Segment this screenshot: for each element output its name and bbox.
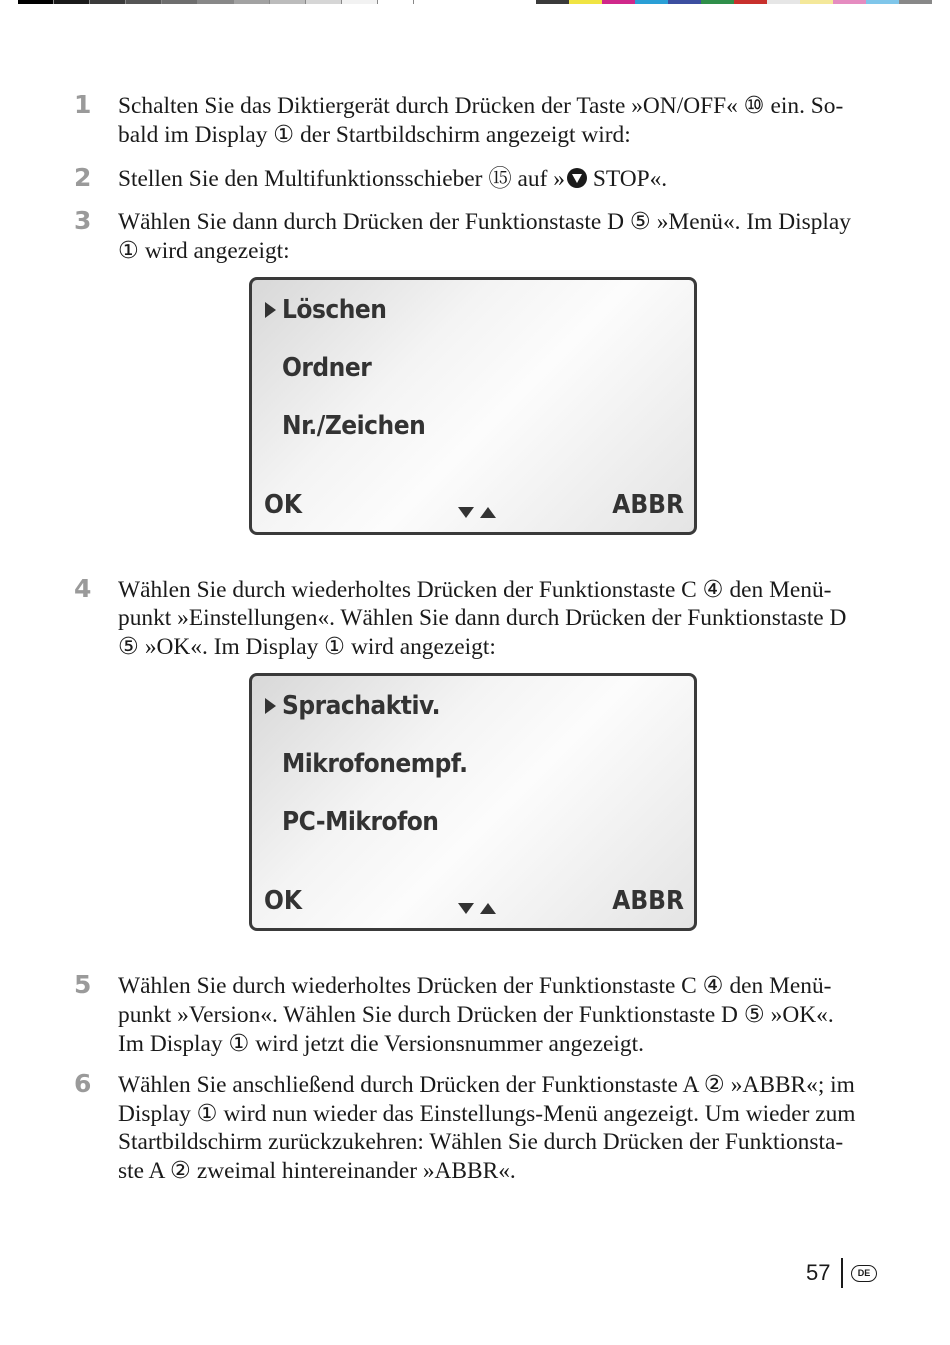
registration-swatch (569, 0, 602, 4)
text-run: Im Display (118, 1031, 229, 1057)
arrow-up-icon (480, 903, 496, 914)
menu-item: Sprachaktiv. (282, 691, 440, 721)
text-line (118, 207, 880, 236)
registration-swatch (54, 0, 90, 4)
text-run: zweimal hintereinander »ABBR«. (190, 1158, 516, 1184)
text-line (118, 1099, 880, 1128)
text-run: Wählen Sie anschließend durch Drücken der Funktionstaste A (118, 1072, 704, 1098)
text-run: wird angezeigt: (138, 238, 290, 264)
reference-number-badge: ① (273, 120, 295, 148)
nav-arrows (458, 506, 498, 518)
registration-swatch (668, 0, 701, 4)
selection-arrow-icon (265, 302, 276, 318)
text-line (118, 575, 880, 604)
display-screen-settings (249, 673, 697, 931)
stop-icon (567, 168, 587, 188)
text-run: »OK«. (764, 1002, 834, 1028)
registration-swatch (701, 0, 734, 4)
text-run: »Menü«. Im Display (650, 209, 851, 235)
footer-divider (841, 1258, 843, 1288)
step-number: 2 (74, 163, 92, 192)
reference-number-badge: ② (703, 1070, 725, 1098)
reference-number-badge: ⑮ (488, 164, 512, 192)
text-line (118, 971, 880, 1000)
registration-swatch (162, 0, 198, 4)
text-line (118, 91, 880, 120)
registration-swatch (198, 0, 234, 4)
reference-number-badge: ④ (702, 575, 724, 603)
text-line (118, 1156, 880, 1185)
registration-swatch (899, 0, 932, 4)
step-text (118, 971, 880, 1058)
text-run: Wählen Sie durch wiederholtes Drücken der Funktionstaste C (118, 577, 703, 603)
step-text (118, 575, 880, 661)
text-run: der Startbildschirm angezeigt wird: (294, 122, 631, 148)
registration-swatch (635, 0, 668, 4)
registration-swatch (90, 0, 126, 4)
text-run: »ABBR«; im (724, 1072, 855, 1098)
menu-item: Mikrofonempf. (282, 749, 468, 779)
display-screen-menu (249, 277, 697, 535)
text-run: wird nun wieder das Einstellungs-Menü angezeigt. Um wieder zum (217, 1101, 856, 1127)
registration-swatch (602, 0, 635, 4)
registration-swatch (18, 0, 54, 4)
reference-number-badge: ① (118, 236, 139, 264)
registration-swatch (833, 0, 866, 4)
registration-swatch (767, 0, 800, 4)
text-line (118, 1029, 880, 1058)
text-run: Wählen Sie dann durch Drücken der Funktionstaste D (118, 209, 630, 235)
registration-bar-left (18, 0, 414, 4)
menu-item: Ordner (282, 353, 372, 383)
text-run: Startbildschirm zurückzukehren: Wählen Sie durch Drücken der Funktionsta- (118, 1129, 844, 1155)
text-line (118, 1128, 880, 1156)
language-badge: DE (851, 1265, 877, 1282)
step-text (118, 91, 880, 149)
step-number: 1 (74, 90, 92, 119)
text-run: Wählen Sie durch wiederholtes Drücken der Funktionstaste C (118, 973, 703, 999)
text-run: den Menü- (723, 973, 832, 999)
registration-swatch (536, 0, 569, 4)
text-line (118, 120, 880, 149)
text-run: wird jetzt die Versionsnummer angezeigt. (249, 1031, 644, 1057)
step-number: 5 (74, 970, 92, 999)
nav-arrows (458, 902, 498, 914)
step-text (118, 1070, 880, 1185)
selection-arrow-icon (265, 698, 276, 714)
softkey-ok-label: OK (264, 490, 303, 520)
text-line (118, 1070, 880, 1099)
step-number: 6 (74, 1069, 92, 1098)
registration-swatch (866, 0, 899, 4)
registration-swatch (126, 0, 162, 4)
text-line (118, 604, 880, 632)
reference-number-badge: ⑤ (743, 1000, 765, 1028)
text-run: punkt »Einstellungen«. Wählen Sie dann durch Drücken der Funktionstaste D (118, 605, 847, 631)
registration-swatch (306, 0, 342, 4)
text-run: »OK«. Im Display (138, 634, 325, 660)
text-run: ein. So- (764, 93, 844, 119)
text-run: wird angezeigt: (345, 634, 496, 660)
text-run: Stellen Sie den Multifunktionsschieber (118, 166, 489, 192)
arrow-down-icon (458, 903, 474, 914)
page-number: 57 (806, 1260, 831, 1285)
registration-swatch (270, 0, 306, 4)
registration-swatch (800, 0, 833, 4)
reference-number-badge: ⑤ (118, 632, 139, 660)
text-run: punkt »Version«. Wählen Sie durch Drücken der Funktionstaste D (118, 1002, 744, 1028)
reference-number-badge: ① (324, 632, 346, 660)
arrow-up-icon (480, 507, 496, 518)
reference-number-badge: ① (196, 1099, 218, 1127)
reference-number-badge: ⑤ (629, 207, 651, 235)
softkey-abbr-label: ABBR (612, 490, 684, 520)
text-run: den Menü- (723, 577, 832, 603)
text-line (118, 632, 880, 661)
reference-number-badge: ④ (702, 971, 724, 999)
registration-swatch (342, 0, 378, 4)
text-line (118, 164, 880, 193)
text-run: Display (118, 1101, 197, 1127)
menu-item: Löschen (282, 295, 387, 325)
text-run: auf » (511, 166, 565, 192)
registration-bar-right (536, 0, 932, 4)
registration-swatch (378, 0, 414, 4)
step-number: 3 (74, 206, 92, 235)
step-text (118, 207, 880, 265)
softkey-abbr-label: ABBR (612, 886, 684, 916)
text-run: Schalten Sie das Diktiergerät durch Drücken der Taste »ON/OFF« (118, 93, 744, 119)
text-line (118, 1000, 880, 1029)
reference-number-badge: ② (170, 1156, 191, 1184)
softkey-ok-label: OK (264, 886, 303, 916)
registration-swatch (234, 0, 270, 4)
reference-number-badge: ⑩ (743, 91, 765, 119)
text-run: ste A (118, 1158, 170, 1184)
step-number: 4 (74, 574, 92, 603)
menu-item: Nr./Zeichen (282, 411, 426, 441)
arrow-down-icon (458, 507, 474, 518)
text-run: bald im Display (118, 122, 274, 148)
menu-item: PC-Mikrofon (282, 807, 439, 837)
registration-swatch (734, 0, 767, 4)
text-line (118, 236, 880, 265)
text-run: STOP«. (586, 166, 668, 192)
reference-number-badge: ① (228, 1029, 250, 1057)
step-text (118, 164, 880, 193)
